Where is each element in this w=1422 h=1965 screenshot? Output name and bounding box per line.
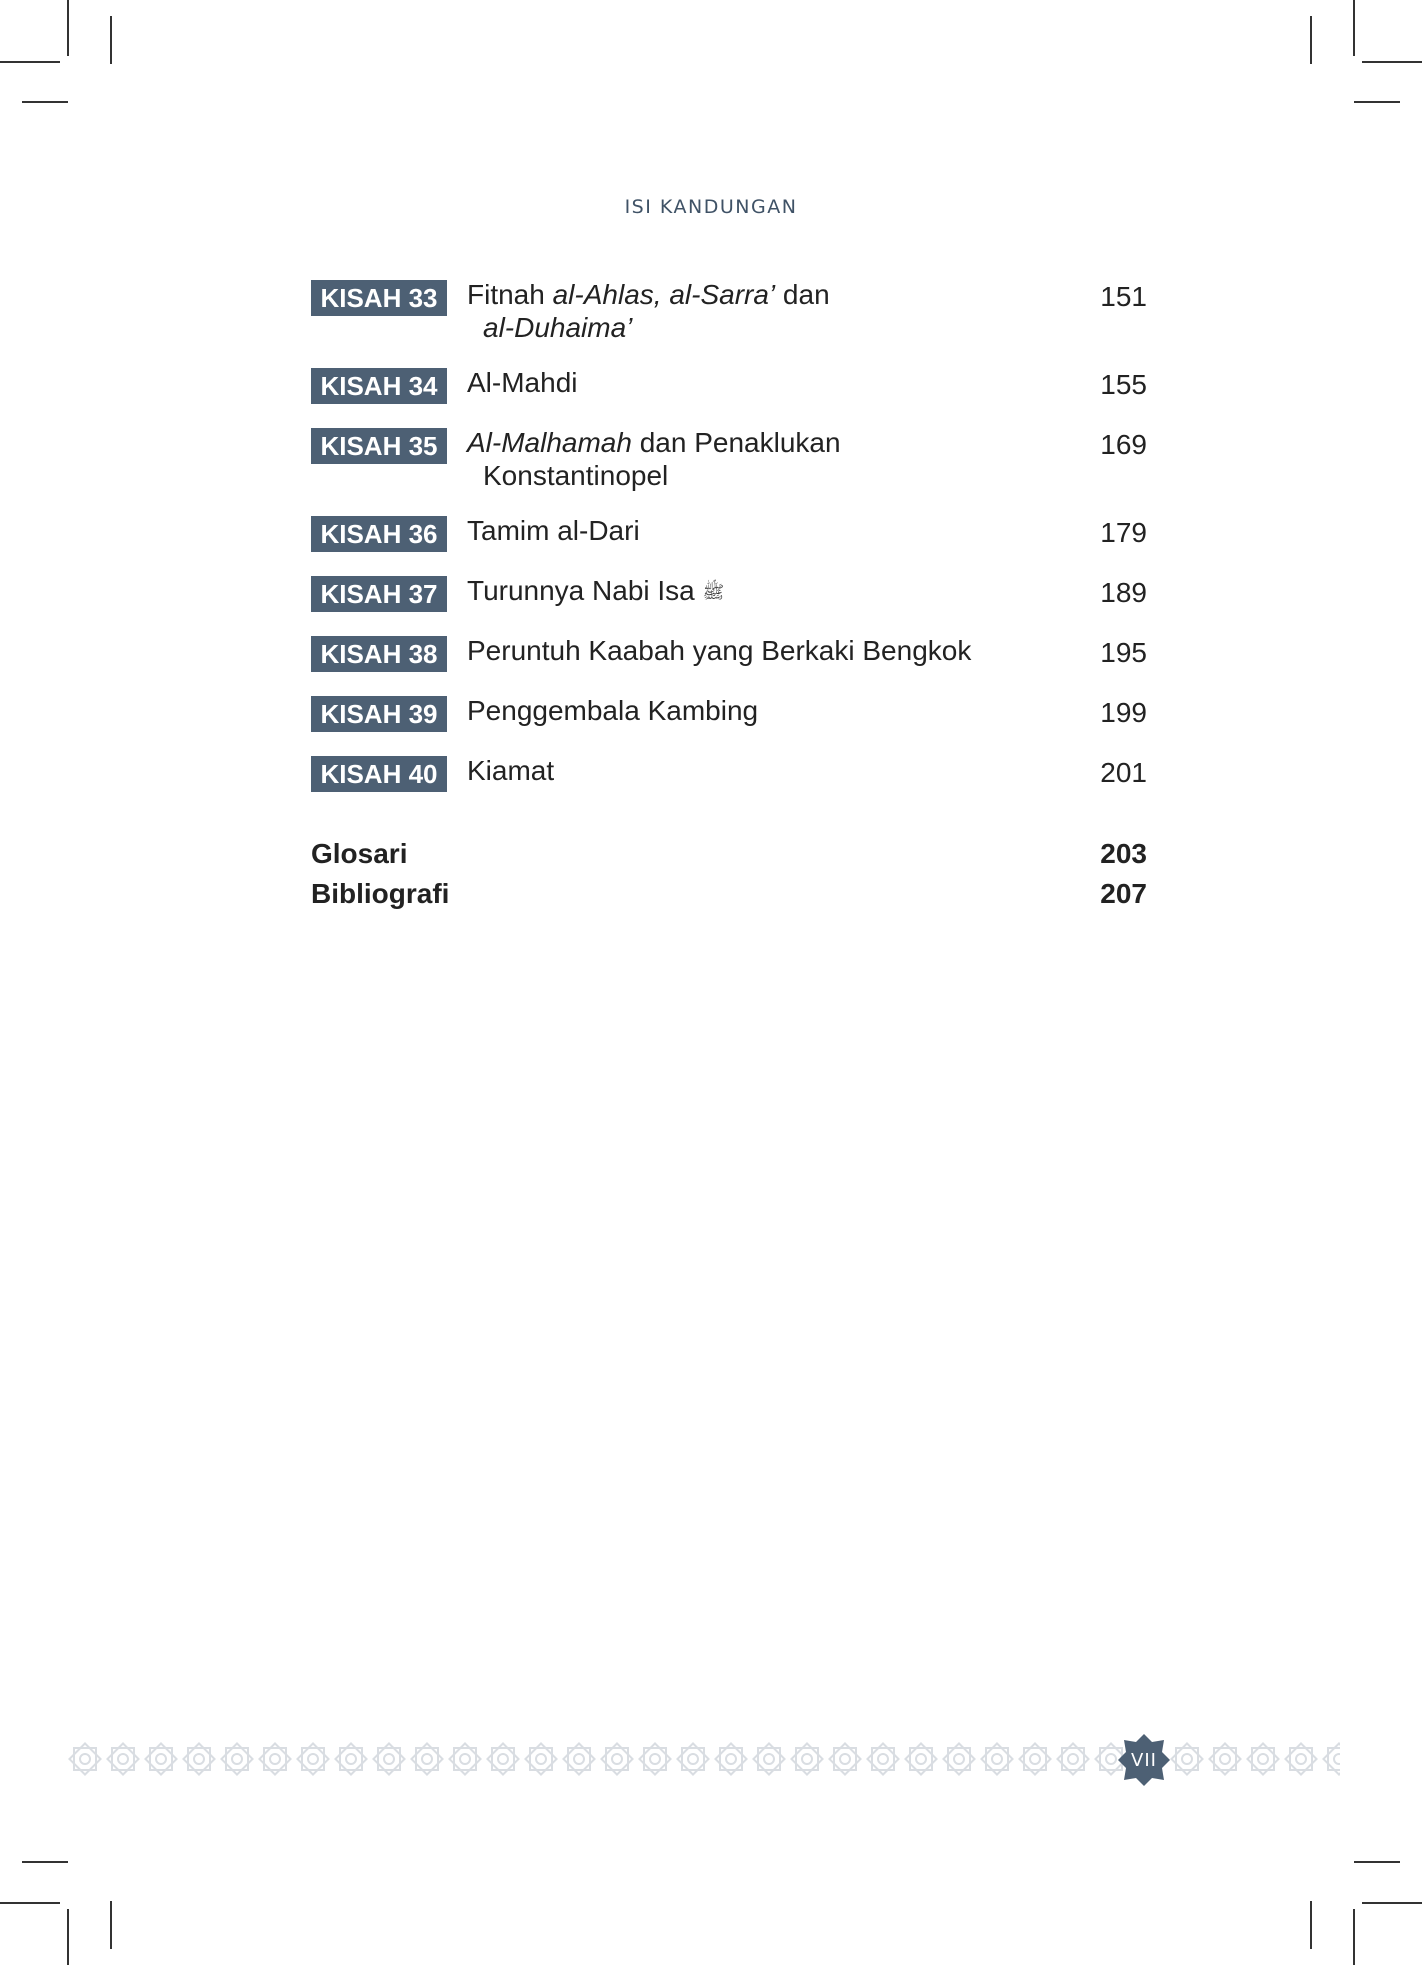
crop-mark — [1354, 101, 1400, 103]
entry-title: Kiamat — [467, 755, 555, 786]
entry-title: Penggembala Kambing — [467, 695, 759, 726]
ornament-motif — [753, 1743, 784, 1774]
honorific-glyph: ﷺ — [702, 582, 725, 603]
ornament-motif — [259, 1743, 290, 1774]
entry-title: Tamim al-Dari — [467, 515, 640, 546]
ornament-motif — [373, 1743, 404, 1774]
page-number: 203 — [1100, 838, 1147, 869]
ornament-motif — [601, 1743, 632, 1774]
ornament-motif — [1019, 1743, 1050, 1774]
toc-entry-35[interactable] — [311, 426, 1147, 492]
ornament-motif — [411, 1743, 442, 1774]
chapter-badge: KISAH 36 — [311, 516, 447, 552]
chapter-badge: KISAH 35 — [311, 428, 447, 464]
toc-entry-glosari[interactable] — [311, 834, 1147, 874]
ornament-motif — [183, 1743, 214, 1774]
crop-mark — [1310, 1901, 1312, 1949]
ornament-motif — [867, 1743, 898, 1774]
folio-badge — [1118, 1734, 1170, 1786]
ornament-motif — [525, 1743, 556, 1774]
ornament-motif — [1209, 1743, 1240, 1774]
folio-number: VII — [1131, 1749, 1157, 1771]
toc-entry-40[interactable] — [311, 754, 1147, 792]
back-matter-label: Glosari — [311, 838, 408, 869]
ornament-motif — [487, 1743, 518, 1774]
toc-entry-33[interactable] — [311, 278, 1147, 344]
crop-mark — [0, 1902, 60, 1904]
page-number: 151 — [1100, 281, 1147, 312]
crop-mark — [110, 16, 112, 64]
page-number: 195 — [1100, 637, 1147, 668]
ornament-motif — [297, 1743, 328, 1774]
ornament-motif — [1285, 1743, 1316, 1774]
chapter-badge: KISAH 34 — [311, 368, 447, 404]
page-number: 189 — [1100, 577, 1147, 608]
ornament-motif — [335, 1743, 366, 1774]
crop-mark — [1310, 16, 1312, 64]
crop-mark — [22, 101, 68, 103]
page-number: 155 — [1100, 369, 1147, 400]
ornament-motif — [1247, 1743, 1278, 1774]
toc-entry-38[interactable] — [311, 634, 1147, 672]
page-number: 199 — [1100, 697, 1147, 728]
ornament-motif — [1323, 1743, 1340, 1774]
toc-entry-39[interactable] — [311, 694, 1147, 732]
ornament-motif — [677, 1743, 708, 1774]
page-number: 169 — [1100, 429, 1147, 460]
crop-mark — [22, 1861, 68, 1863]
ornament-motif — [449, 1743, 480, 1774]
crop-mark — [67, 1909, 69, 1965]
entry-title: Al-Mahdi — [467, 367, 578, 398]
entry-title: Al-Malhamah dan Penaklukan Konstantinopel — [467, 427, 841, 491]
chapter-badge: KISAH 37 — [311, 576, 447, 612]
toc-entry-37[interactable] — [311, 574, 1147, 612]
crop-mark — [1353, 1909, 1355, 1965]
crop-mark — [1353, 0, 1355, 56]
table-of-contents — [311, 278, 1147, 914]
ornament-motif — [943, 1743, 974, 1774]
chapter-badge: KISAH 33 — [311, 280, 447, 316]
ornament-motif — [1057, 1743, 1088, 1774]
chapter-badge: KISAH 38 — [311, 636, 447, 672]
ornament-motif — [981, 1743, 1012, 1774]
crop-mark — [0, 61, 60, 63]
toc-entry-34[interactable] — [311, 366, 1147, 404]
toc-entry-bibliografi[interactable] — [311, 874, 1147, 914]
crop-mark — [67, 0, 69, 56]
crop-mark — [1362, 61, 1422, 63]
entry-title: Turunnya Nabi Isa ﷺ — [467, 575, 725, 606]
ornament-motif — [639, 1743, 670, 1774]
ornament-motif — [1171, 1743, 1202, 1774]
ornament-motif — [221, 1743, 252, 1774]
ornament-motif — [563, 1743, 594, 1774]
toc-entry-36[interactable] — [311, 514, 1147, 552]
chapter-badge: KISAH 40 — [311, 756, 447, 792]
entry-title: Peruntuh Kaabah yang Berkaki Bengkok — [467, 635, 972, 666]
crop-mark — [1362, 1902, 1422, 1904]
ornament-motif — [145, 1743, 176, 1774]
entry-title: Fitnah al-Ahlas, al-Sarra’ dan al-Duhaima’ — [467, 279, 830, 343]
ornament-motif — [791, 1743, 822, 1774]
page-number: 179 — [1100, 517, 1147, 548]
ornament-motif — [829, 1743, 860, 1774]
ornament-motif — [715, 1743, 746, 1774]
running-head: ISI KANDUNGAN — [624, 196, 798, 218]
page-number: 207 — [1100, 878, 1147, 909]
ornament-motif — [905, 1743, 936, 1774]
ornament-motif — [107, 1743, 138, 1774]
crop-mark — [1354, 1861, 1400, 1863]
crop-mark — [110, 1901, 112, 1949]
page-number: 201 — [1100, 757, 1147, 788]
back-matter-label: Bibliografi — [311, 878, 450, 909]
chapter-badge: KISAH 39 — [311, 696, 447, 732]
ornament-motif — [69, 1743, 100, 1774]
